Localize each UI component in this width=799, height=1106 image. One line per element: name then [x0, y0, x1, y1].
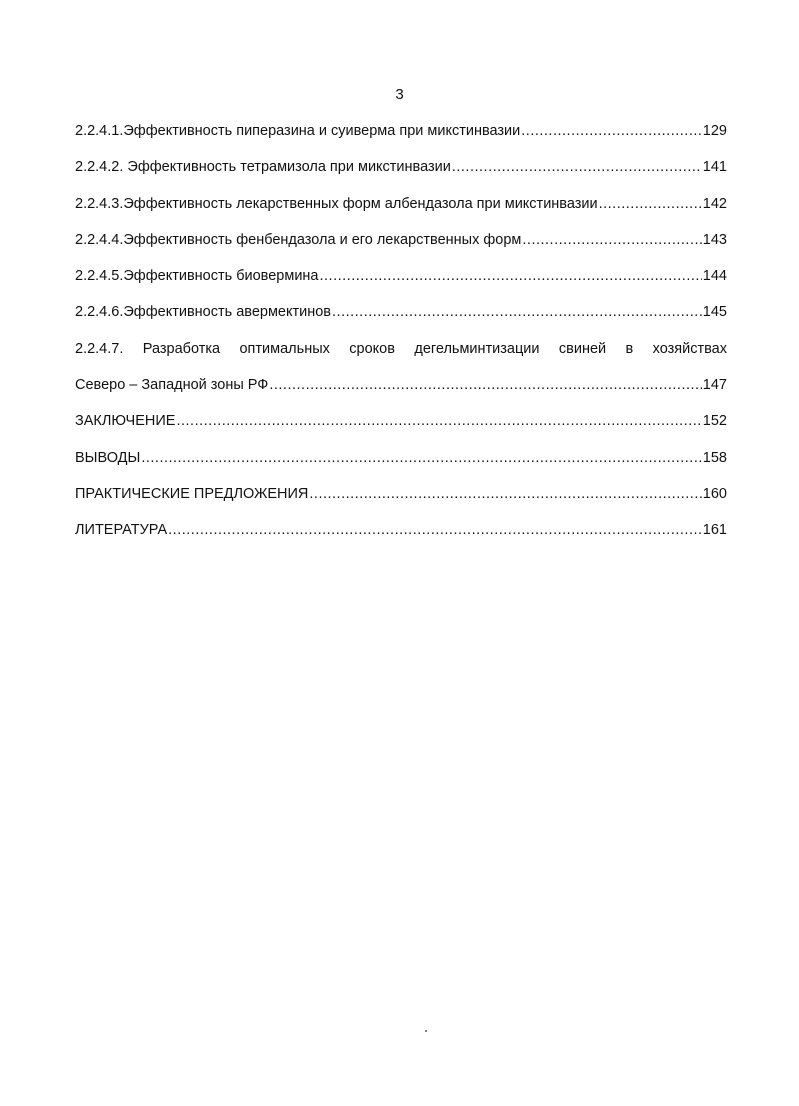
scan-speck [425, 1030, 427, 1032]
toc-entry-title: 2.2.4.2. Эффективность тетрамизола при микстинвазии [75, 159, 451, 176]
dot-leader [269, 375, 701, 395]
toc-entry-page: 143 [702, 231, 727, 248]
table-of-contents [75, 121, 727, 557]
toc-section-title: ЗАКЛЮЧЕНИЕ [75, 413, 176, 430]
toc-entry-page: 147 [702, 377, 727, 394]
toc-entry-page: 129 [702, 123, 727, 139]
toc-section-page: 160 [702, 485, 727, 502]
toc-entry-title: 2.2.4.4.Эффективность фенбендазола и его лекарственных форм [75, 231, 522, 248]
toc-section-title: ВЫВОДЫ [75, 449, 141, 466]
toc-entry-page: 144 [702, 268, 727, 285]
toc-section[interactable] [75, 484, 727, 520]
toc-entry-multiline-first-line[interactable] [75, 339, 727, 375]
toc-entry-multiline-second-line[interactable] [75, 375, 727, 411]
dot-leader [176, 411, 701, 431]
toc-entry-page: 142 [702, 195, 727, 212]
dot-leader [320, 266, 702, 286]
dot-leader [332, 302, 702, 322]
toc-entry-title: 2.2.4.1.Эффективность пиперазина и суиверма при микстинвазии [75, 123, 521, 139]
dot-leader [522, 230, 701, 250]
toc-entry[interactable] [75, 230, 727, 266]
toc-section-page: 158 [702, 449, 727, 466]
dot-leader [309, 484, 701, 504]
toc-section-page: 161 [702, 522, 727, 539]
toc-section-page: 152 [702, 413, 727, 430]
toc-entry-title: 2.2.4.5.Эффективность биовермина [75, 268, 319, 285]
page-number: 3 [395, 86, 404, 103]
dot-leader [599, 194, 702, 214]
toc-section[interactable] [75, 520, 727, 556]
toc-entry[interactable] [75, 121, 727, 157]
dot-leader [141, 448, 701, 468]
toc-entry-title: 2.2.4.3.Эффективность лекарственных форм албендазола при микстинвазии [75, 195, 598, 212]
dot-leader [452, 157, 702, 177]
toc-entry-title-continued: Северо – Западной зоны РФ [75, 377, 269, 394]
toc-entry-page: 141 [702, 159, 727, 176]
toc-section[interactable] [75, 411, 727, 447]
toc-entry[interactable] [75, 302, 727, 338]
toc-section-title: ПРАКТИЧЕСКИЕ ПРЕДЛОЖЕНИЯ [75, 485, 309, 502]
dot-leader [168, 520, 702, 540]
toc-entry-title: 2.2.4.6.Эффективность авермектинов [75, 304, 332, 321]
toc-entry[interactable] [75, 194, 727, 230]
toc-section-title: ЛИТЕРАТУРА [75, 522, 168, 539]
toc-section[interactable] [75, 448, 727, 484]
toc-entry[interactable] [75, 157, 727, 193]
dot-leader [521, 121, 702, 141]
toc-entry-page: 145 [702, 304, 727, 321]
toc-entry-title: 2.2.4.7. Разработка оптимальных сроков дегельминтизации свиней в хозяйствах [75, 340, 727, 357]
toc-entry[interactable] [75, 266, 727, 302]
